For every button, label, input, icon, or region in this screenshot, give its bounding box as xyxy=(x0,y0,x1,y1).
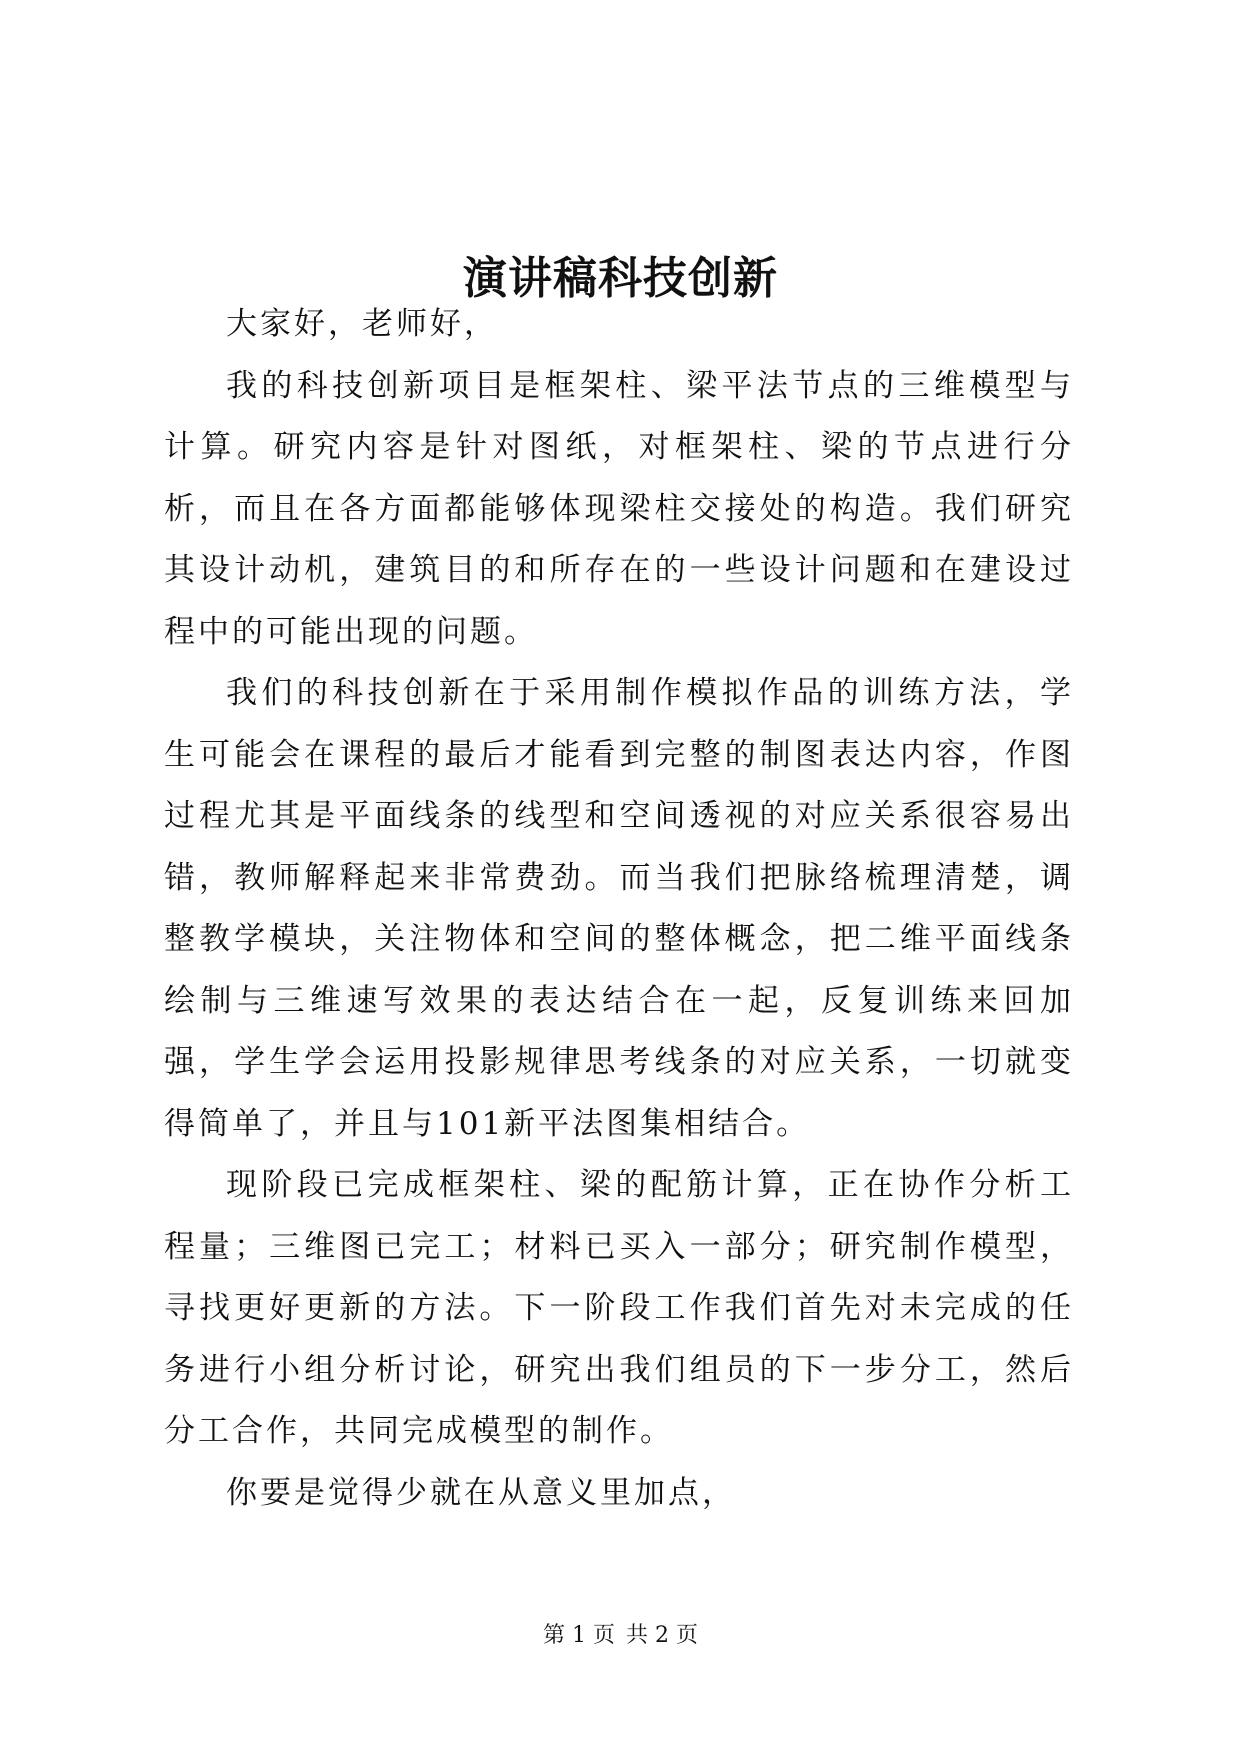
document-title: 演讲稿科技创新 xyxy=(463,253,778,305)
paragraph-greeting: 大家好，老师好， xyxy=(226,306,498,342)
document-body xyxy=(164,294,1074,1524)
paragraph-innovation: 我们的科技创新在于采用制作模拟作品的训练方法，学生可能会在课程的最后才能看到完整的制图表达内容，作图过程尤其是平面线条的线型和空间透视的对应关系很容易出错，教师解释起来非常费劲。而当我们把脉络梳理清楚，调整教学模块，关注物体和空间的整体概念，把二维平面线条绘制与三维速写效果的表达结合在一起，反复训练来回加强，学生学会运用投影规律思考线条的对应关系，一切就变得简单了，并且与101新平法图集相结合。 xyxy=(164,675,1074,1142)
paragraph-note: 你要是觉得少就在从意义里加点， xyxy=(226,1474,736,1511)
paragraph-progress: 现阶段已完成框架柱、梁的配筋计算，正在协作分析工程量；三维图已完工；材料已买入一部分；研究制作模型，寻找更好更新的方法。下一阶段工作我们首先对未完成的任务进行小组分析讨论，研究出我们组员的下一步分工，然后分工合作，共同完成模型的制作。 xyxy=(164,1167,1074,1449)
page-footer xyxy=(0,1622,1241,1650)
paragraph-project-intro: 我的科技创新项目是框架柱、梁平法节点的三维模型与计算。研究内容是针对图纸，对框架柱、梁的节点进行分析，而且在各方面都能够体现梁柱交接处的构造。我们研究其设计动机，建筑目的和所存在的一些设计问题和在建设过程中的可能出现的问题。 xyxy=(164,367,1074,650)
page-number-total: 共 2 页 xyxy=(626,1623,698,1648)
page-number-current: 第 1 页 xyxy=(543,1623,615,1648)
